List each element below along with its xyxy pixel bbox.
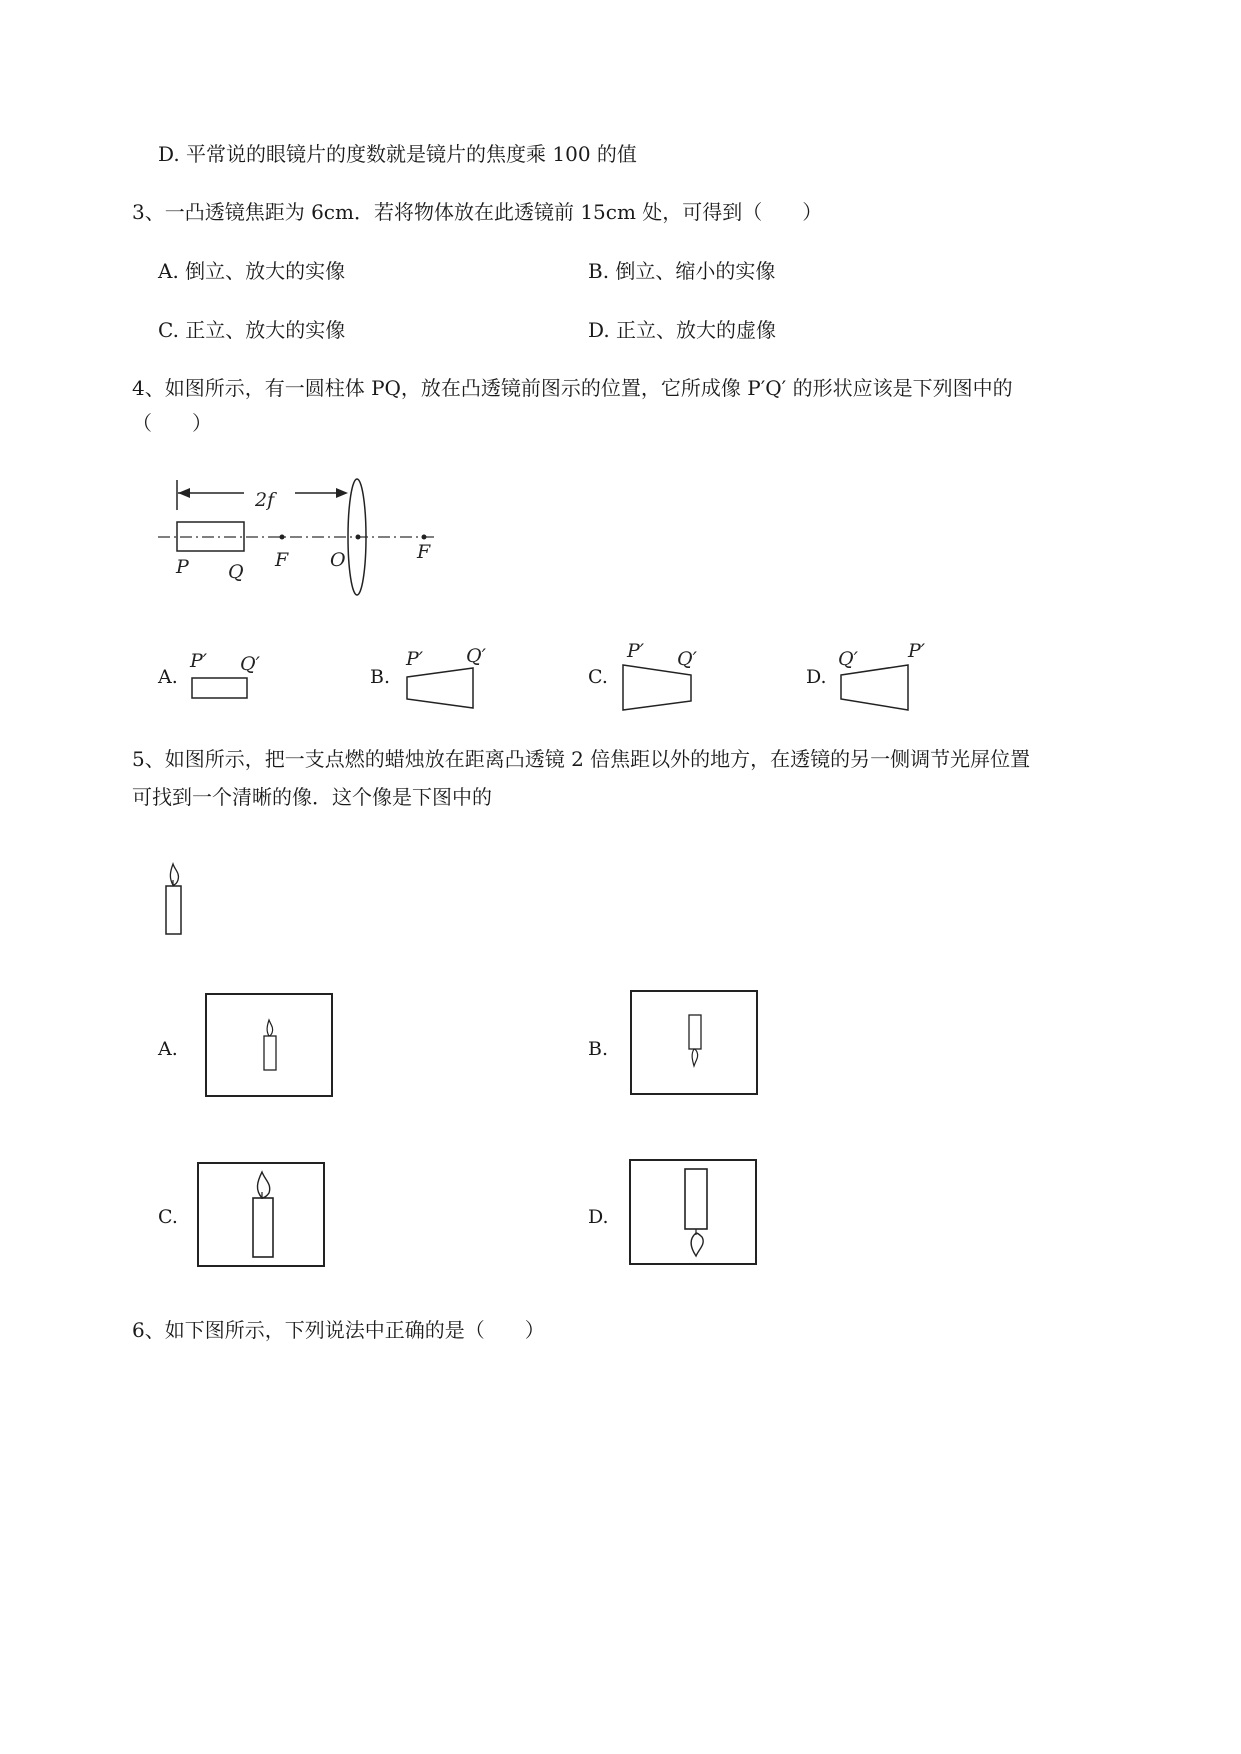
q4-option-b-letter: B. [370,666,391,688]
q4-option-b-figure [398,640,498,715]
q4-option-d-letter: D. [806,666,827,688]
q5-option-b-screen [630,990,760,1098]
q4-option-c-figure [615,637,715,715]
q4-stem-line1: 4、如图所示，有一圆柱体 PQ，放在凸透镜前图示的位置，它所成像 P′Q′ 的形状应该是下列图中的 [132,376,1013,400]
q5-option-a-letter: A. [158,1038,178,1060]
q4-option-a-figure [185,645,275,705]
q5-option-b-letter: B. [588,1038,609,1060]
q5-option-c-letter: C. [158,1206,178,1228]
q5-stem-line2: 可找到一个清晰的像．这个像是下图中的 [132,785,492,809]
q4-label-p: P [176,556,189,578]
q4-label-2f: 2f [255,489,275,511]
q4-option-b-label-right: Q′ [466,645,486,667]
q3-option-d: D. 正立、放大的虚像 [588,318,777,342]
q4-option-b-label-left: P′ [406,648,424,670]
q4-option-a-label-right: Q′ [240,653,260,675]
q4-option-c-letter: C. [588,666,608,688]
q4-option-a-letter: A. [158,666,178,688]
q5-candle-source [160,860,190,940]
q4-label-q: Q [228,561,244,583]
q4-label-f-right: F [417,541,431,563]
q3-stem: 3、一凸透镜焦距为 6cm．若将物体放在此透镜前 15cm 处，可得到（ ） [132,200,823,224]
q4-option-d-figure [833,637,933,715]
q3-option-a: A. 倒立、放大的实像 [158,259,346,283]
q5-stem-line1: 5、如图所示，把一支点燃的蜡烛放在距离凸透镜 2 倍焦距以外的地方，在透镜的另一侧调节光屏位置 [132,747,1031,771]
q4-label-f-left: F [275,549,289,571]
q5-option-d-letter: D. [588,1206,609,1228]
q5-option-c-screen [197,1162,327,1270]
q4-option-a-label-left: P′ [190,650,208,672]
q4-option-c-label-left: P′ [627,640,645,662]
q3-option-b: B. 倒立、缩小的实像 [588,259,776,283]
q4-lens-figure [150,470,450,600]
q2-option-d: D. 平常说的眼镜片的度数就是镜片的焦度乘 100 的值 [158,142,637,166]
q4-option-d-label-right: P′ [908,640,926,662]
q4-label-o: O [330,549,346,571]
q4-option-d-label-left: Q′ [838,648,858,670]
q5-option-d-screen [629,1159,759,1269]
q6-stem: 6、如下图所示，下列说法中正确的是（ ） [132,1318,545,1342]
q4-option-c-label-right: Q′ [677,648,697,670]
q3-option-c: C. 正立、放大的实像 [158,318,346,342]
q5-option-a-screen [205,993,335,1099]
q4-stem-line2: （ ） [132,411,212,435]
